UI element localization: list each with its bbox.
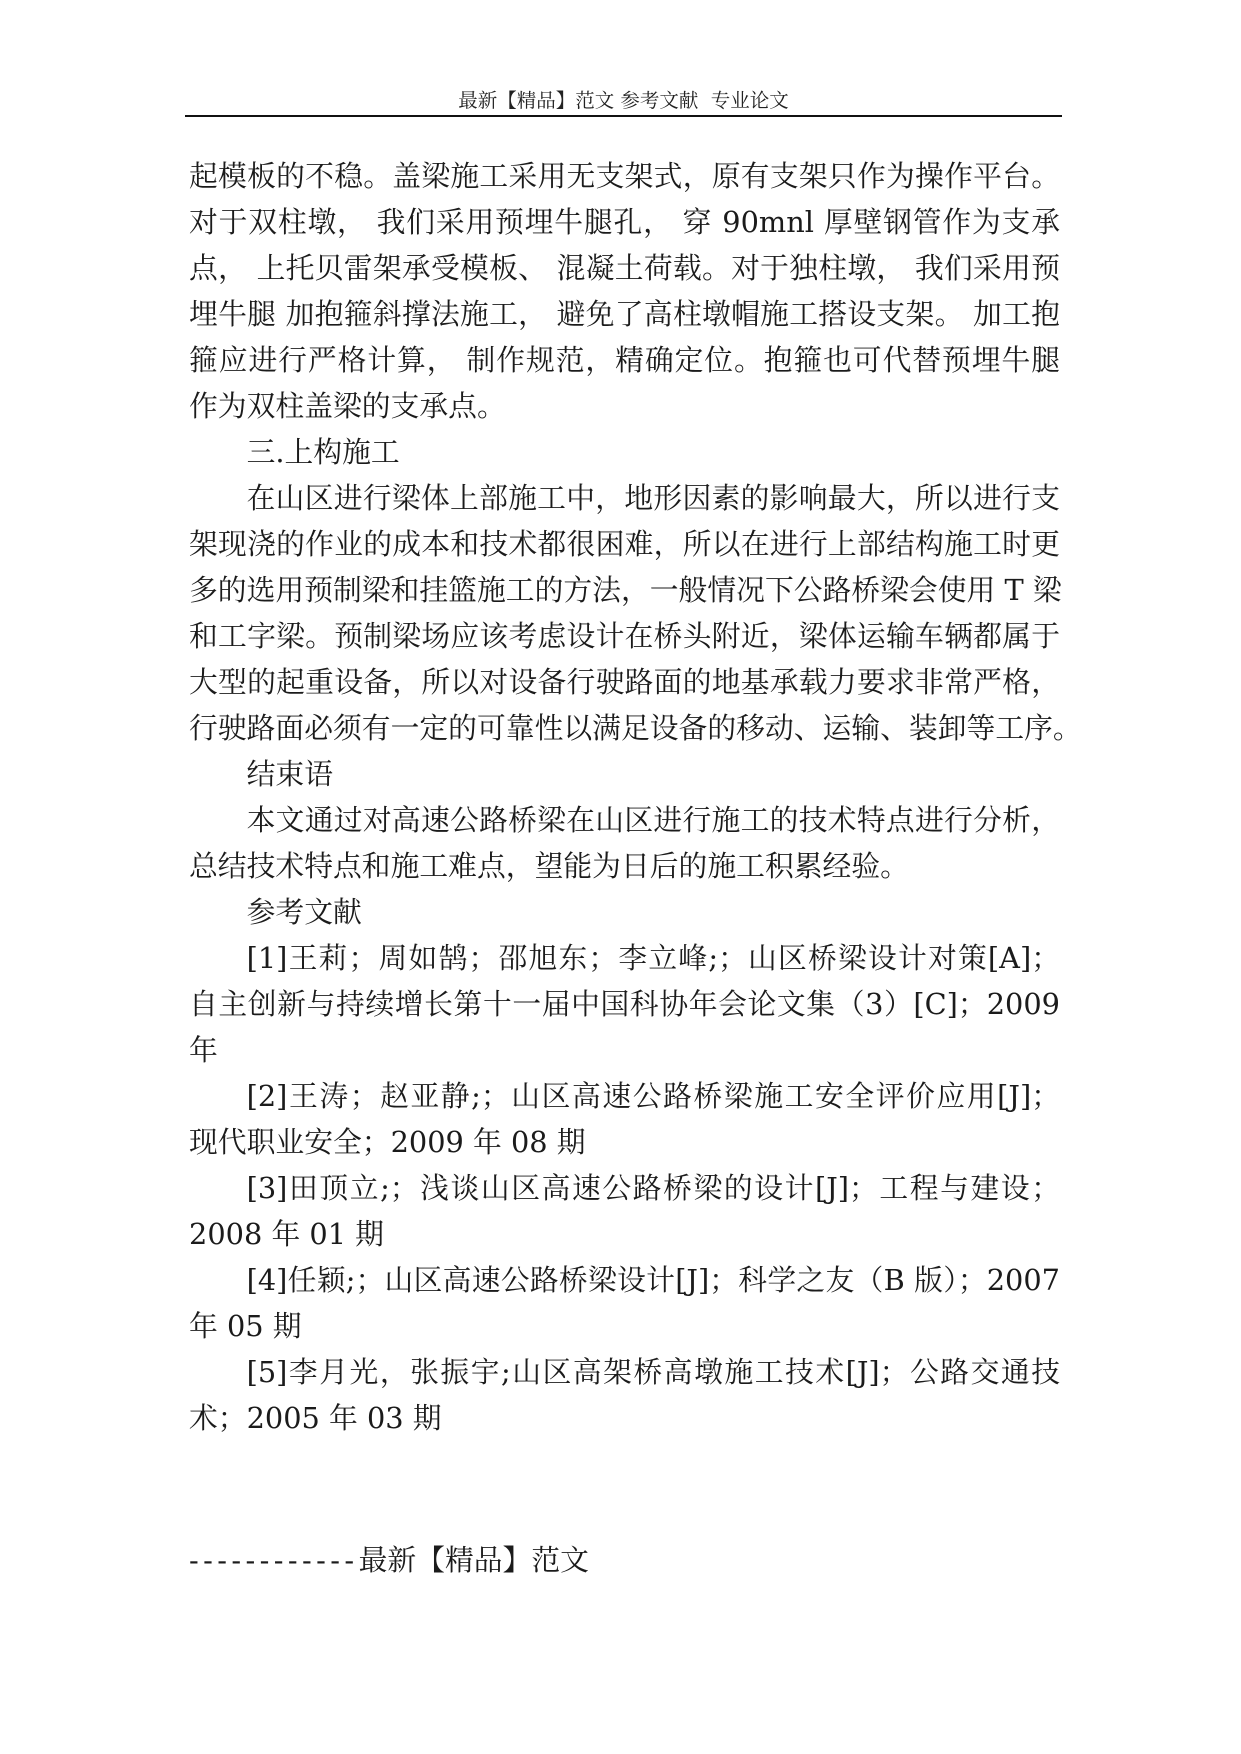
paragraph-continued bbox=[189, 153, 1060, 429]
page-footer bbox=[189, 1537, 589, 1583]
body-line: 起模板的不稳。盖梁施工采用无支架式，原有支架只作为操作平台。 bbox=[189, 159, 1060, 193]
conclusion-heading: 结束语 bbox=[246, 757, 333, 791]
body-line: 和工字梁。预制梁场应该考虑设计在桥头附近，梁体运输车辆都属于 bbox=[189, 619, 1060, 653]
paragraph-conclusion bbox=[189, 797, 1060, 889]
reference-line: 自主创新与持续增长第十一届中国科协年会论文集（3）[C]；2009 bbox=[189, 987, 1060, 1021]
reference-line: [3]田顶立;；浅谈山区高速公路桥梁的设计[J]；工程与建设； bbox=[246, 1171, 1060, 1205]
reference-line: 2008 年 01 期 bbox=[189, 1217, 384, 1251]
body-line: 对于双柱墩， 我们采用预埋牛腿孔， 穿 90mnl 厚壁钢管作为支承 bbox=[189, 205, 1060, 239]
reference-line: [4]任颖;；山区高速公路桥梁设计[J]；科学之友（B 版）；2007 bbox=[246, 1263, 1060, 1297]
reference-list bbox=[189, 935, 1060, 1441]
body-line: 在山区进行梁体上部施工中，地形因素的影响最大，所以进行支 bbox=[246, 481, 1060, 515]
body-line: 总结技术特点和施工难点，望能为日后的施工积累经验。 bbox=[189, 849, 909, 883]
page-header-title: 最新【精品】范文 参考文献 专业论文 bbox=[458, 89, 789, 112]
body-line: 作为双柱盖梁的支承点。 bbox=[189, 389, 506, 423]
reference-line: 年 bbox=[189, 1033, 218, 1067]
body-line: 点， 上托贝雷架承受模板、 混凝土荷载。对于独柱墩， 我们采用预 bbox=[189, 251, 1060, 285]
section-heading: 三.上构施工 bbox=[246, 435, 400, 469]
reference-line: 现代职业安全；2009 年 08 期 bbox=[189, 1125, 586, 1159]
body-line: 行驶路面必须有一定的可靠性以满足设备的移动、运输、装卸等工序。 bbox=[189, 711, 1082, 745]
reference-entry bbox=[189, 1165, 1060, 1257]
paragraph-superstructure bbox=[189, 475, 1082, 751]
reference-line: [2]王涛；赵亚静;；山区高速公路桥梁施工安全评价应用[J]； bbox=[246, 1079, 1060, 1113]
body-line: 大型的起重设备，所以对设备行驶路面的地基承载力要求非常严格， bbox=[189, 665, 1060, 699]
footer-dashes: ------------ bbox=[189, 1543, 359, 1577]
body-line: 本文通过对高速公路桥梁在山区进行施工的技术特点进行分析， bbox=[246, 803, 1060, 837]
document-body bbox=[189, 153, 1082, 1441]
body-line: 埋牛腿 加抱箍斜撑法施工， 避免了高柱墩帽施工搭设支架。 加工抱 bbox=[189, 297, 1060, 331]
header-divider bbox=[185, 115, 1062, 117]
footer-text: 最新【精品】范文 bbox=[358, 1543, 589, 1577]
reference-entry bbox=[189, 1073, 1060, 1165]
reference-line: [1]王莉；周如鹄；邵旭东；李立峰;；山区桥梁设计对策[A]； bbox=[246, 941, 1060, 975]
reference-entry bbox=[189, 1349, 1060, 1441]
reference-entry bbox=[189, 1257, 1060, 1349]
reference-line: 术；2005 年 03 期 bbox=[189, 1401, 442, 1435]
reference-line: [5]李月光，张振宇;山区高架桥高墩施工技术[J]；公路交通技 bbox=[246, 1355, 1060, 1389]
body-line: 多的选用预制梁和挂篮施工的方法，一般情况下公路桥梁会使用 T 梁 bbox=[189, 573, 1062, 607]
body-line: 箍应进行严格计算， 制作规范，精确定位。抱箍也可代替预埋牛腿 bbox=[189, 343, 1060, 377]
reference-entry bbox=[189, 935, 1060, 1073]
body-line: 架现浇的作业的成本和技术都很困难，所以在进行上部结构施工时更 bbox=[189, 527, 1060, 561]
references-heading: 参考文献 bbox=[246, 895, 362, 929]
reference-line: 年 05 期 bbox=[189, 1309, 302, 1343]
